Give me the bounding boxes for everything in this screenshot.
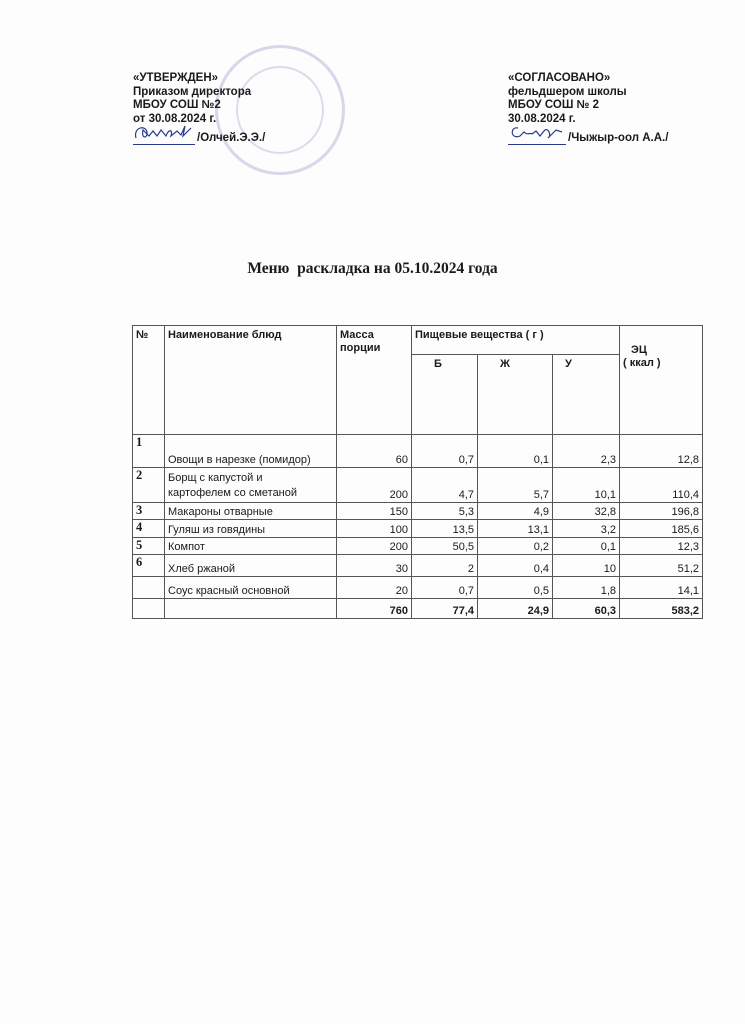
menu-table	[132, 325, 703, 619]
fat-cell: 5,7	[478, 468, 553, 503]
dish-name-line: картофелем со сметаной	[168, 487, 298, 499]
dish-name: Овощи в нарезке (помидор)	[165, 435, 337, 468]
header-protein: Б	[412, 355, 478, 435]
approval-block	[133, 72, 265, 145]
mass-cell: 20	[337, 577, 412, 599]
kcal-cell: 196,8	[620, 503, 703, 520]
row-num: 2	[133, 468, 165, 503]
approved-heading: «УТВЕРЖДЕН»	[133, 72, 219, 84]
total-carbs: 60,3	[553, 599, 620, 619]
header-fat: Ж	[478, 355, 553, 435]
total-mass: 760	[337, 599, 412, 619]
director-name: /Олчей.Э.Э./	[197, 131, 266, 144]
fat-cell: 4,9	[478, 503, 553, 520]
row-num: 3	[133, 503, 165, 520]
protein-cell: 0,7	[412, 435, 478, 468]
header-name: Наименование блюд	[165, 326, 337, 435]
header-num: №	[133, 326, 165, 435]
header-energy	[620, 326, 703, 435]
total-name-cell	[165, 599, 337, 619]
row-num: 1	[133, 435, 165, 468]
protein-cell: 5,3	[412, 503, 478, 520]
header-mass: Масса порции	[337, 326, 412, 435]
director-signature	[133, 126, 195, 145]
dish-name: Гуляш из говядины	[165, 520, 337, 538]
header-nutrients: Пищевые вещества ( г )	[412, 326, 620, 355]
fat-cell: 0,2	[478, 538, 553, 555]
total-row	[133, 599, 703, 619]
dish-name: Компот	[165, 538, 337, 555]
kcal-cell: 12,3	[620, 538, 703, 555]
approved-date: от 30.08.2024 г.	[133, 112, 217, 125]
carbs-cell: 3,2	[553, 520, 620, 538]
carbs-cell: 10,1	[553, 468, 620, 503]
fat-cell: 13,1	[478, 520, 553, 538]
mass-cell: 150	[337, 503, 412, 520]
mass-cell: 200	[337, 538, 412, 555]
carbs-cell: 1,8	[553, 577, 620, 599]
mass-cell: 30	[337, 555, 412, 577]
table-row	[133, 538, 703, 555]
protein-cell: 0,7	[412, 577, 478, 599]
agreed-line: МБОУ СОШ № 2	[508, 99, 599, 111]
mass-cell: 100	[337, 520, 412, 538]
kcal-cell: 12,8	[620, 435, 703, 468]
agreed-date: 30.08.2024 г.	[508, 112, 576, 125]
agreed-line: фельдшером школы	[508, 85, 627, 98]
carbs-cell: 32,8	[553, 503, 620, 520]
header-energy-label: ЭЦ	[631, 344, 647, 356]
carbs-cell: 10	[553, 555, 620, 577]
total-fat: 24,9	[478, 599, 553, 619]
table-row	[133, 503, 703, 520]
table-row	[133, 520, 703, 538]
header-energy-unit: ( ккал )	[623, 357, 661, 369]
medic-name: /Чыжыр-оол А.А./	[568, 131, 669, 144]
table-row	[133, 468, 703, 503]
mass-cell: 200	[337, 468, 412, 503]
table-row	[133, 555, 703, 577]
dish-name-line: Борщ с капустой и	[168, 472, 263, 484]
carbs-cell: 0,1	[553, 538, 620, 555]
total-protein: 77,4	[412, 599, 478, 619]
table-row	[133, 577, 703, 599]
protein-cell: 13,5	[412, 520, 478, 538]
approved-line: Приказом директора	[133, 85, 252, 98]
dish-name: Хлеб ржаной	[165, 555, 337, 577]
fat-cell: 0,1	[478, 435, 553, 468]
total-num-cell	[133, 599, 165, 619]
approved-line: МБОУ СОШ №2	[133, 99, 221, 111]
agreed-heading: «СОГЛАСОВАНО»	[508, 72, 611, 84]
dish-name	[165, 468, 337, 503]
kcal-cell: 110,4	[620, 468, 703, 503]
protein-cell: 2	[412, 555, 478, 577]
row-num: 5	[133, 538, 165, 555]
protein-cell: 4,7	[412, 468, 478, 503]
page-title: Меню раскладка на 05.10.2024 года	[247, 260, 498, 277]
fat-cell: 0,4	[478, 555, 553, 577]
total-kcal: 583,2	[620, 599, 703, 619]
row-num: 4	[133, 520, 165, 538]
row-num: 6	[133, 555, 165, 577]
row-num	[133, 577, 165, 599]
header-carbs: У	[553, 355, 620, 435]
table-row	[133, 435, 703, 468]
fat-cell: 0,5	[478, 577, 553, 599]
dish-name: Соус красный основной	[165, 577, 337, 599]
kcal-cell: 185,6	[620, 520, 703, 538]
dish-name: Макароны отварные	[165, 503, 337, 520]
kcal-cell: 51,2	[620, 555, 703, 577]
medic-signature	[508, 126, 566, 145]
agreement-block	[508, 72, 668, 145]
protein-cell: 50,5	[412, 538, 478, 555]
carbs-cell: 2,3	[553, 435, 620, 468]
mass-cell: 60	[337, 435, 412, 468]
kcal-cell: 14,1	[620, 577, 703, 599]
